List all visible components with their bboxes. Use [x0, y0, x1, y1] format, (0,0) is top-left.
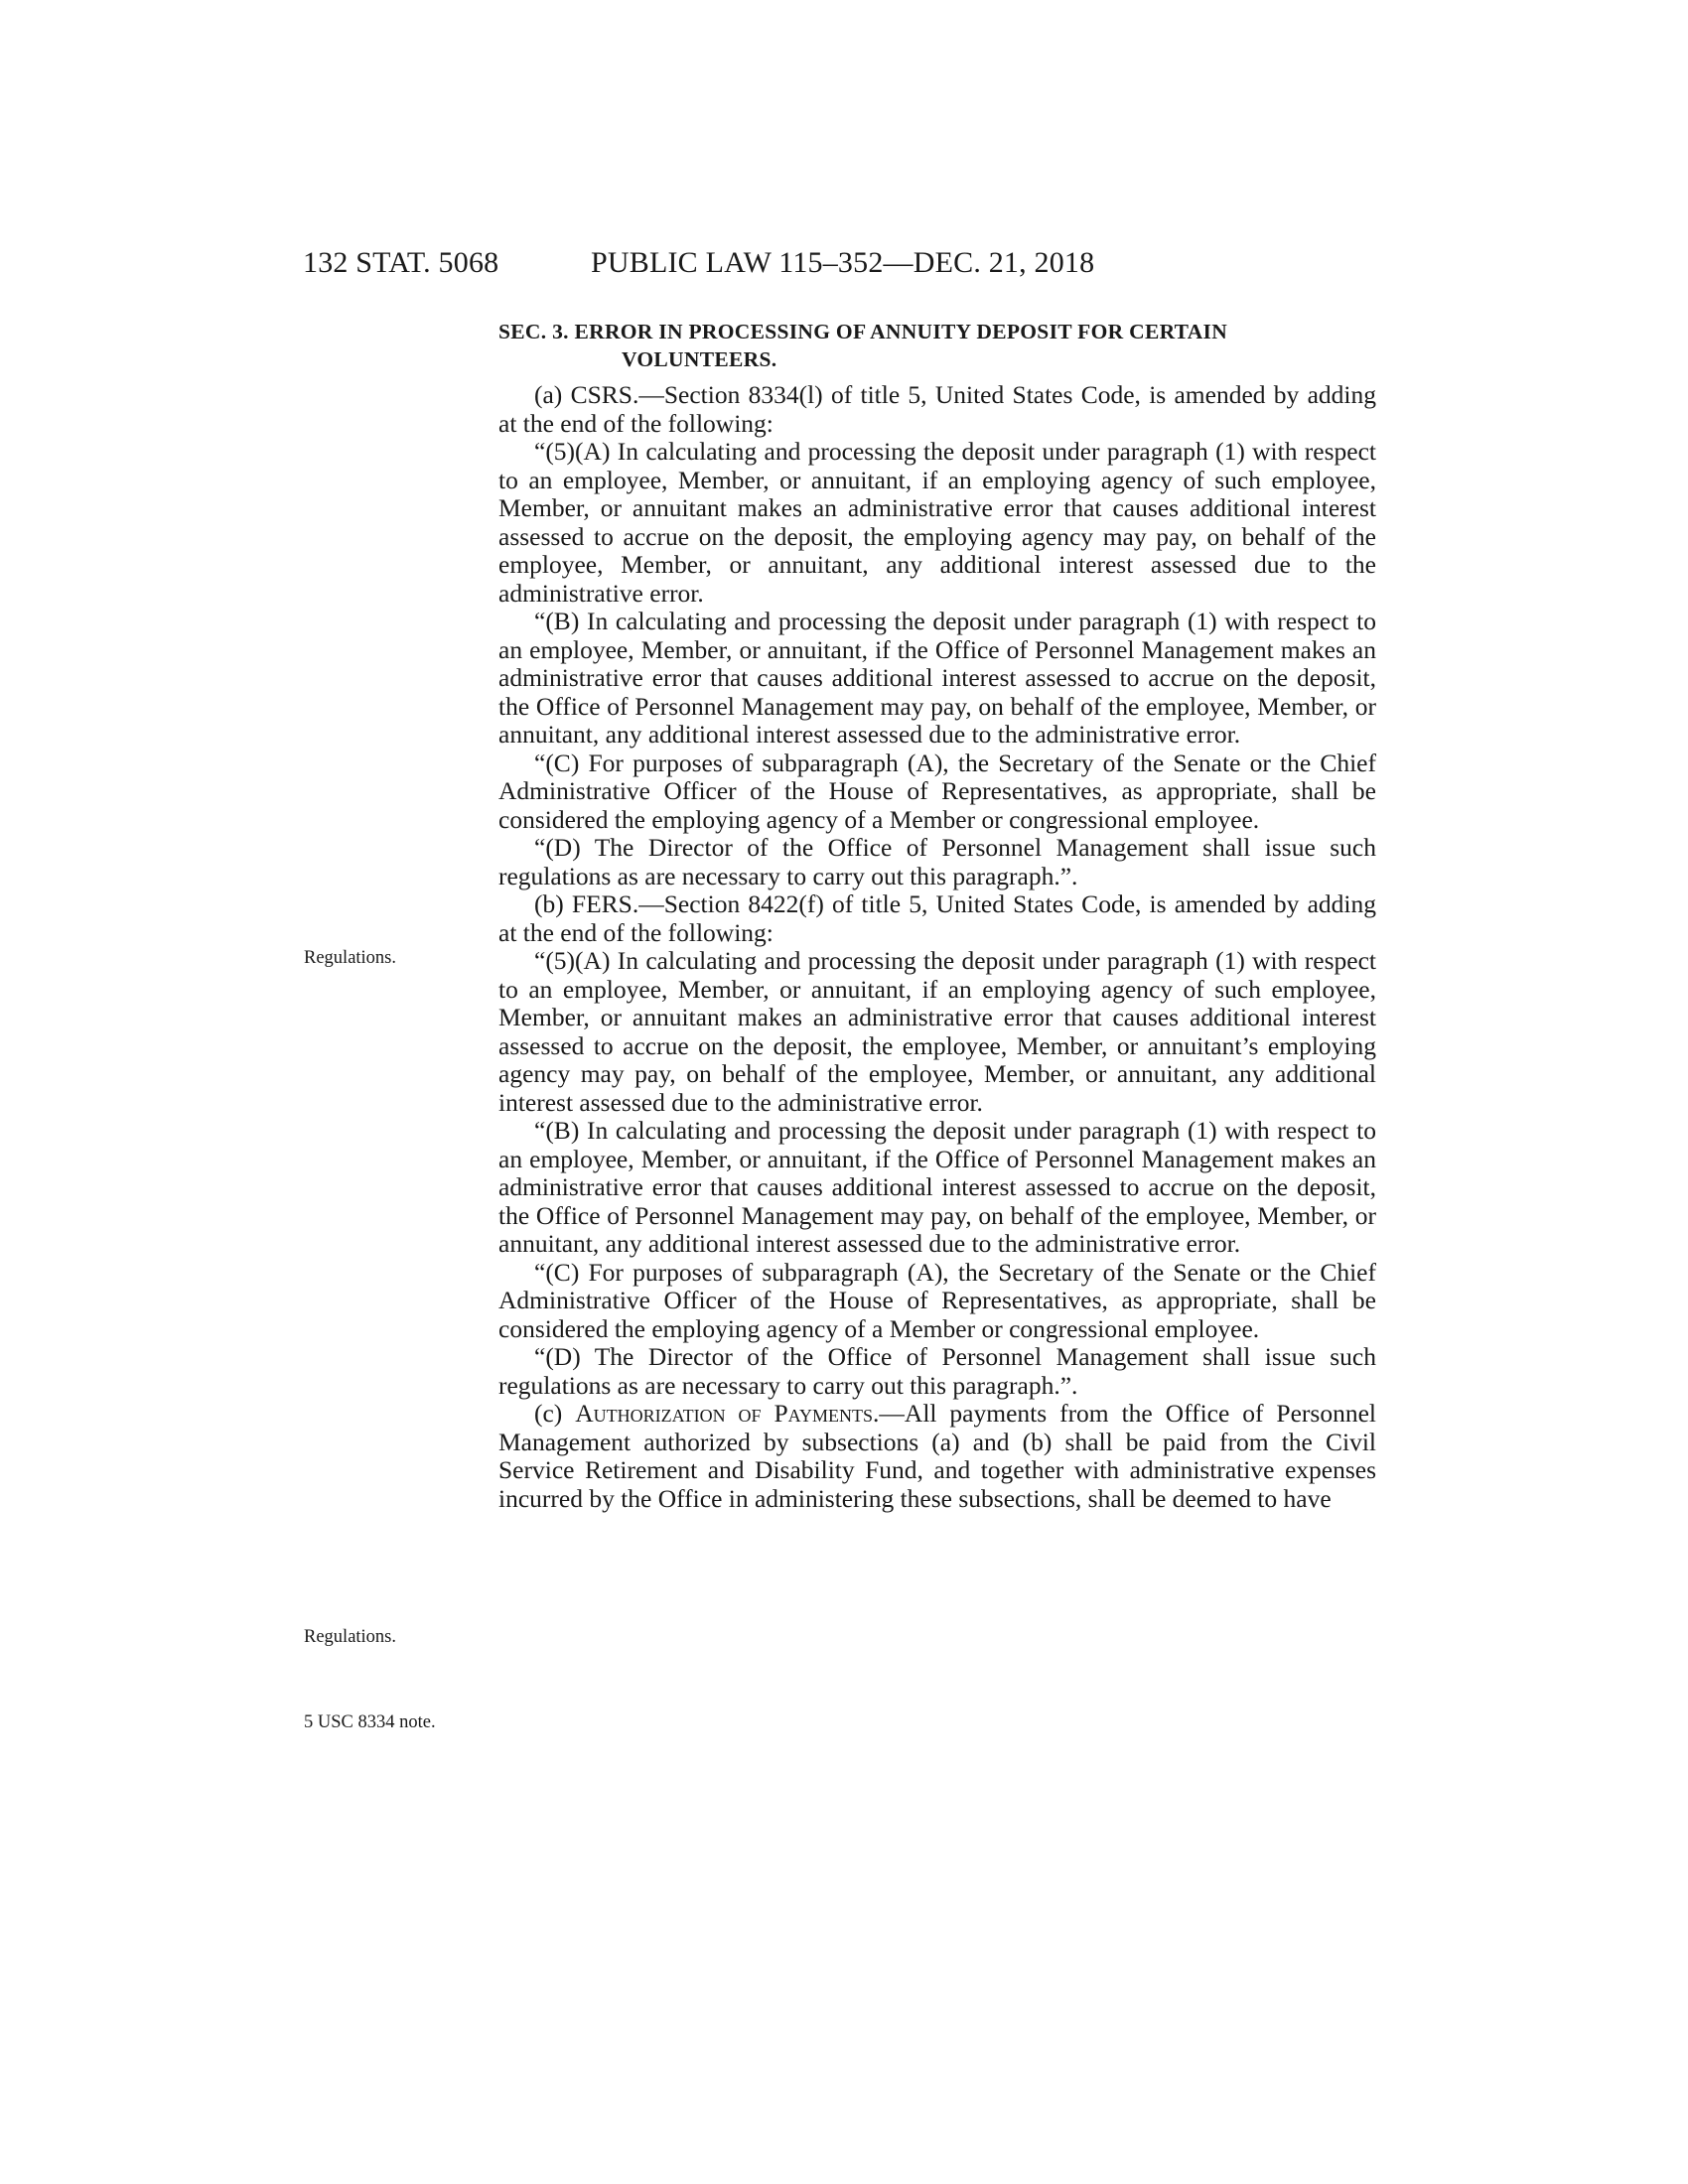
paragraph-csrs-5a: “(5)(A) In calculating and processing the deposit under paragraph (1) with respect to an employee, Member, or annuitant, if an employing agency of such employee, Member, or annuitant makes an administrative error that causes additional interest assessed to accrue on the deposit, the employing agency may pay, on behalf of the employee, Member, or annuitant, any additional interest assessed due to the administrative error. [498, 437, 1376, 608]
section-heading-line-1: SEC. 3. ERROR IN PROCESSING OF ANNUITY DEPOSIT FOR CERTAIN [498, 320, 1228, 343]
paragraph-csrs-d: “(D) The Director of the Office of Personnel Management shall issue such regulations as are necessary to carry out this paragraph.”. [498, 833, 1376, 890]
section-body [498, 381, 1376, 1513]
paragraph-b-fers: (b) FERS.—Section 8422(f) of title 5, United States Code, is amended by adding at the end of the following: [498, 889, 1376, 947]
margin-note-usc: 5 USC 8334 note. [304, 1712, 436, 1732]
paragraph-a-csrs: (a) CSRS.—Section 8334(l) of title 5, United States Code, is amended by adding at the end of the following: [498, 380, 1376, 438]
paragraph-fers-d: “(D) The Director of the Office of Personnel Management shall issue such regulations as are necessary to carry out this paragraph.”. [498, 1342, 1376, 1400]
paragraph-fers-5a: “(5)(A) In calculating and processing the deposit under paragraph (1) with respect to an employee, Member, or annuitant, if an employing agency of such employee, Member, or annuitant makes an administrative error that causes additional interest assessed to accrue on the deposit, the employee, Member, or annuitant’s employing agency may pay, on behalf of the employee, Member, or annuitant, any additional interest assessed due to the administrative error. [498, 946, 1376, 1117]
section-heading-line-2: VOLUNTEERS. [622, 347, 777, 371]
paragraph-c-text: .—All payments from the Office of Personnel Management authorized by subsections (a) and (b) shall be paid from the Civil Service Retirement and Disability Fund, and together with administrative expenses incurred by the Office in administering these subsections, shall be deemed to have [498, 1399, 1376, 1513]
paragraph-c-prefix: (c) [534, 1399, 576, 1428]
paragraph-c-authorization [498, 1400, 1376, 1513]
margin-note-regulations-1: Regulations. [304, 948, 397, 968]
paragraph-fers-c: “(C) For purposes of subparagraph (A), the Secretary of the Senate or the Chief Administrative Officer of the House of Representatives, as appropriate, shall be considered the employing agency of a Member or congressional employee. [498, 1257, 1376, 1343]
paragraph-csrs-b: “(B) In calculating and processing the deposit under paragraph (1) with respect to an employee, Member, or annuitant, if the Office of Personnel Management makes an administrative error that causes additional interest assessed to accrue on the deposit, the Office of Personnel Management may pay, on behalf of the employee, Member, or annuitant, any additional interest assessed due to the administrative error. [498, 607, 1376, 749]
paragraph-c-heading: Authorization of Payments [575, 1399, 874, 1428]
public-law-citation: PUBLIC LAW 115–352—DEC. 21, 2018 [591, 246, 1095, 279]
stat-page-number: 132 STAT. 5068 [303, 246, 499, 279]
paragraph-csrs-c: “(C) For purposes of subparagraph (A), the Secretary of the Senate or the Chief Administrative Officer of the House of Representatives, as appropriate, shall be considered the employing agency of a Member or congressional employee. [498, 748, 1376, 834]
margin-note-regulations-2: Regulations. [304, 1627, 397, 1647]
paragraph-fers-b: “(B) In calculating and processing the deposit under paragraph (1) with respect to an employee, Member, or annuitant, if the Office of Personnel Management makes an administrative error that causes additional interest assessed to accrue on the deposit, the Office of Personnel Management may pay, on behalf of the employee, Member, or annuitant, any additional interest assessed due to the administrative error. [498, 1116, 1376, 1258]
page-header [303, 246, 1375, 286]
section-heading [498, 318, 1382, 373]
